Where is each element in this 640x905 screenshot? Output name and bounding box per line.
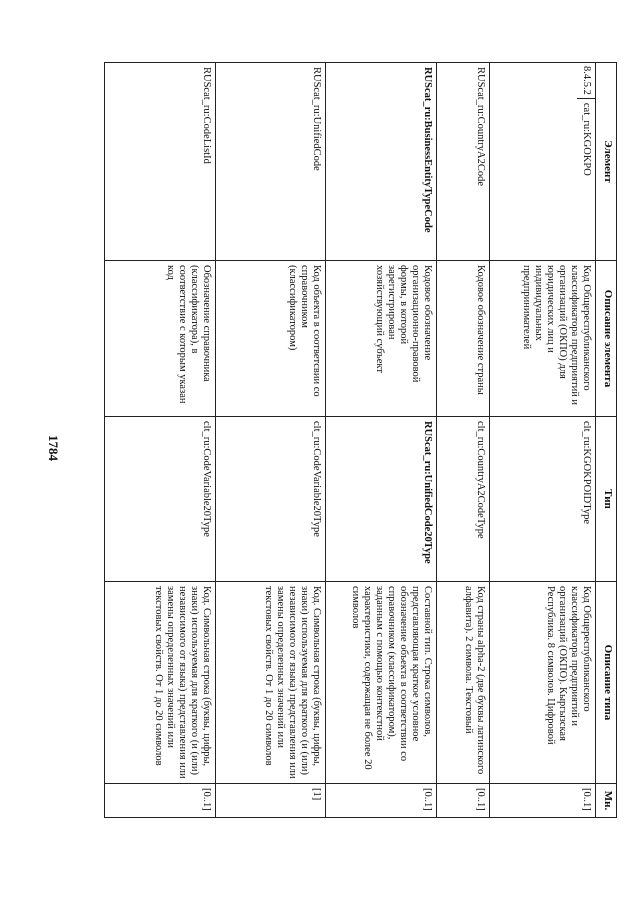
row-type: clt_ru:CodeVariable20Type [105, 417, 216, 582]
header-type: Тип [596, 417, 617, 582]
header-element-description: Описание элемента [596, 261, 617, 417]
row-type: RUScat_ru:UnifiedCode20Type [326, 417, 437, 582]
row-element-description: Кодовое обозначение организационно-правовой формы, в которой зарегистрирован хозяйствующий субъект [326, 261, 437, 417]
page-number: 1784 [46, 435, 61, 461]
document-table [104, 62, 617, 818]
row-type: clt_ru:KGOKPOIDType [489, 417, 595, 582]
row-type-description: Код. Символьная строка (буквы, цифры, знаки) используемая для краткого (и (или) независимого от языка) представления или замены определенных значений или текстовых свойств. От 1 до 20 символов [215, 582, 326, 784]
row-type-description: Код. Символьная строка (буквы, цифры, знаки) используемая для краткого (и (или) независимого от языка) представления или замены определенных значений или текстовых свойств. От 1 до 20 символов [105, 582, 216, 784]
row-multiplicity: [1] [215, 784, 326, 818]
row-type: clt_ru:CountryA2CodeType [436, 417, 489, 582]
row-element-description: Обозначение справочника (классификатора), в соответствие с которым указан код [105, 261, 216, 417]
row-multiplicity: [0..1] [326, 784, 437, 818]
header-type-description: Описание типа [596, 582, 617, 784]
row-element-description: Код Общереспубликанского классификатора предприятий и организаций (ОКПО) для юридических лиц и индивидуальных предпринимателей [489, 261, 595, 417]
table-row [436, 63, 489, 818]
row-type-description: Код страны alpha-2 (две буквы латинского алфавита). 2 символа. Текстовый [436, 582, 489, 784]
row-multiplicity: [0..1] [436, 784, 489, 818]
row-element-description: Кодовое обозначение страны [436, 261, 489, 417]
table-row [326, 63, 437, 818]
row-element: RUScat_ru:CountryA2Code [436, 63, 489, 261]
rotated-table-container [104, 62, 617, 817]
table-header-row [596, 63, 617, 818]
row-element-description: Код объекта в соответсвии со справочником (классификатором) [215, 261, 326, 417]
row-type-description: Код Общереспубликанского классификатора предприятий и организаций (ОКПО). Кыргызская Республика. 8 символов. Цифровой [489, 582, 595, 784]
row-index: 8.4.5.2 [577, 63, 595, 99]
row-element: RUScat_ru:UnifiedCode [215, 63, 326, 261]
table-row [215, 63, 326, 818]
row-type: clt_ru:CodeVariable20Type [215, 417, 326, 582]
row-type-description: Составной тип. Строка символов, представляющая краткое условное обозначение объекта в соответствии со справочником (классификатором), заданным с помощью контекстной характеристики, содержащая не более 20 символов [326, 582, 437, 784]
header-multiplicity: Мн. [596, 784, 617, 818]
row-element-cell [489, 63, 595, 261]
row-multiplicity: [0..1] [489, 784, 595, 818]
table-row [489, 63, 595, 818]
row-element: RUScat_ru:CodeListId [105, 63, 216, 261]
row-multiplicity: [0..1] [105, 784, 216, 818]
table-row [105, 63, 216, 818]
header-element: Элемент [596, 63, 617, 261]
row-element: RUScat_ru:BusinessEntityTypeCode [326, 63, 437, 261]
row-element: cat_ru:KGOKPO [581, 102, 592, 176]
